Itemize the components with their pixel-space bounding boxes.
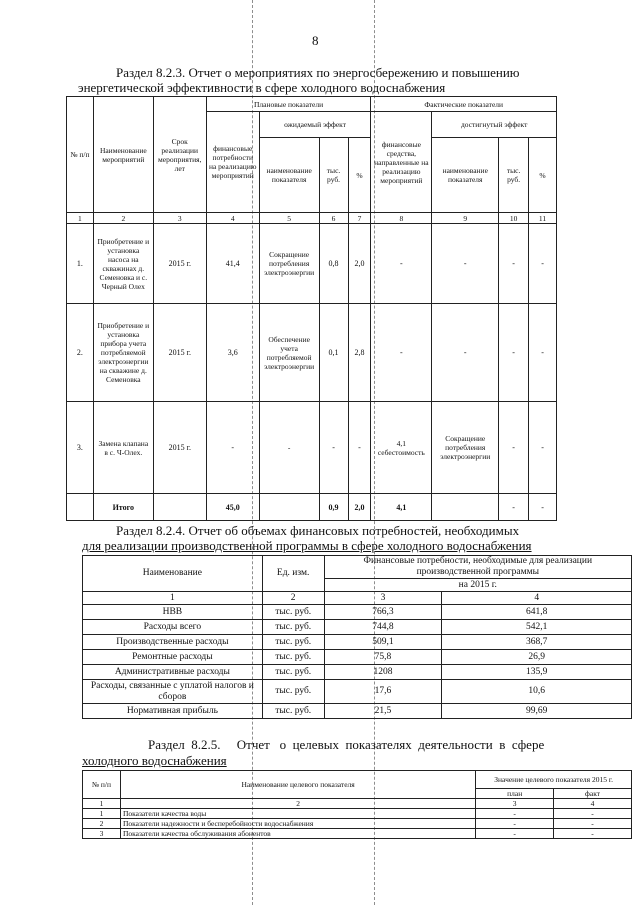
- item-name: Ремонтные расходы: [83, 650, 263, 665]
- item-name: Расходы, связанные с уплатой налогов и сборов: [83, 680, 263, 704]
- col-number: 1: [83, 799, 121, 809]
- fin-need-value: 41,4: [206, 224, 259, 304]
- fin-need-value: 3,6: [206, 304, 259, 402]
- col-header-name: Наименование: [83, 556, 263, 592]
- col-number: 11: [529, 213, 557, 224]
- col-number: 4: [442, 592, 632, 605]
- col-number: 2: [262, 592, 324, 605]
- header-actual: Фактические показатели: [371, 97, 557, 112]
- item-fact: 135,9: [442, 665, 632, 680]
- row-num: 2.: [67, 304, 94, 402]
- table-row: [83, 620, 632, 635]
- col-number: 4: [206, 213, 259, 224]
- target-indicators-table: [82, 770, 632, 839]
- table-row: [83, 819, 632, 829]
- section-8-2-5-title-line1: Раздел 8.2.5. Отчет о целевых показателях деятельности в сфере: [148, 737, 545, 752]
- col-header-num: № п/п: [83, 771, 121, 799]
- table-row: [83, 829, 632, 839]
- item-fact: 99,69: [442, 704, 632, 719]
- fact-percent: -: [529, 304, 557, 402]
- col-header-percent-actual: %: [529, 138, 557, 213]
- empty-cell: [153, 494, 206, 521]
- col-header-percent: %: [348, 138, 371, 213]
- financial-needs-table: [82, 555, 632, 719]
- item-name: Расходы всего: [83, 620, 263, 635]
- item-unit: тыс. руб.: [262, 665, 324, 680]
- row-num: 3: [83, 829, 121, 839]
- page-number: 8: [312, 33, 319, 48]
- empty-cell: [67, 494, 94, 521]
- col-header-term: Срок реализации мероприятия, лет: [153, 97, 206, 213]
- row-num: 1: [83, 809, 121, 819]
- item-fact: 26,9: [442, 650, 632, 665]
- fact-indicator: -: [432, 304, 499, 402]
- item-plan: 17,6: [324, 680, 442, 704]
- col-number: 3: [476, 799, 554, 809]
- section-8-2-3-title-line1: Раздел 8.2.3. Отчет о мероприятиях по энергосбережению и повышению: [116, 65, 520, 80]
- total-fact-thousand-rub: -: [499, 494, 529, 521]
- indicator-name: Показатели надежности и бесперебойности водоснабжения: [120, 819, 475, 829]
- expected-indicator: Сокращение потребления электроэнергии: [259, 224, 319, 304]
- total-percent: 2,0: [348, 494, 371, 521]
- total-thousand-rub: 0,9: [319, 494, 348, 521]
- expected-percent: -: [348, 402, 371, 494]
- total-label: Итого: [93, 494, 153, 521]
- expected-thousand-rub: 0,1: [319, 304, 348, 402]
- indicator-name: Показатели качества воды: [120, 809, 475, 819]
- item-unit: тыс. руб.: [262, 650, 324, 665]
- expected-thousand-rub: -: [319, 402, 348, 494]
- col-header-indicator-actual: наименование показателя: [432, 138, 499, 213]
- expected-indicator: Обеспечение учета потребляемой электроэнергии: [259, 304, 319, 402]
- table-row: [67, 304, 557, 402]
- total-fact-percent: -: [529, 494, 557, 521]
- item-fact: 10,6: [442, 680, 632, 704]
- item-plan: 21,5: [324, 704, 442, 719]
- col-header-year: на 2015 г.: [324, 579, 631, 592]
- col-number: 2: [93, 213, 153, 224]
- section-8-2-4-title-line2: для реализации производственной программы в сфере холодного водоснабжения: [82, 538, 532, 553]
- col-header-thousand-rub-actual: тыс. руб.: [499, 138, 529, 213]
- table-row: [83, 650, 632, 665]
- table-row: [83, 680, 632, 704]
- indicator-fact: -: [554, 809, 632, 819]
- expected-percent: 2,0: [348, 224, 371, 304]
- fact-indicator: Сокращение потребления электроэнергии: [432, 402, 499, 494]
- empty-cell: [259, 494, 319, 521]
- item-plan: 1208: [324, 665, 442, 680]
- col-number: 8: [371, 213, 432, 224]
- fact-fin-value: -: [371, 304, 432, 402]
- col-header-indicator-name: Наименование целевого показателя: [120, 771, 475, 799]
- table-row: [83, 635, 632, 650]
- section-8-2-3-title-line2: энергетической эффективности в сфере холодного водоснабжения: [78, 80, 446, 95]
- indicator-plan: -: [476, 809, 554, 819]
- fin-need-value: -: [206, 402, 259, 494]
- item-fact: 641,8: [442, 605, 632, 620]
- item-fact: 542,1: [442, 620, 632, 635]
- table-row: [67, 402, 557, 494]
- item-name: НВВ: [83, 605, 263, 620]
- col-number: 10: [499, 213, 529, 224]
- fact-thousand-rub: -: [499, 304, 529, 402]
- table-row: [83, 809, 632, 819]
- total-row: [67, 494, 557, 521]
- measure-name: Замена клапана в с. Ч-Олех.: [93, 402, 153, 494]
- header-planned: Плановые показатели: [206, 97, 371, 112]
- fact-fin-value: 4,1 себестоимость: [371, 402, 432, 494]
- header-expected-effect: ожидаемый эффект: [259, 112, 371, 138]
- col-header-fin-needs: Финансовые потребности, необходимые для реализации производственной программы: [324, 556, 631, 579]
- item-unit: тыс. руб.: [262, 704, 324, 719]
- col-number: 6: [319, 213, 348, 224]
- header-achieved-effect: достигнутый эффект: [432, 112, 557, 138]
- col-number: 9: [432, 213, 499, 224]
- table-row: [67, 224, 557, 304]
- section-8-2-4-title-line1: Раздел 8.2.4. Отчет об объемах финансовых потребностей, необходимых: [116, 523, 520, 538]
- item-unit: тыс. руб.: [262, 680, 324, 704]
- expected-percent: 2,8: [348, 304, 371, 402]
- row-num: 1.: [67, 224, 94, 304]
- col-header-fin-spent: финансовые средства, направленные на реализацию мероприятий: [371, 112, 432, 213]
- measure-term: 2015 г.: [153, 224, 206, 304]
- item-name: Нормативная прибыль: [83, 704, 263, 719]
- total-fin: 45,0: [206, 494, 259, 521]
- col-number: 1: [83, 592, 263, 605]
- col-header-fin-need: финансовые потребности на реализацию мероприятий: [206, 112, 259, 213]
- col-header-indicator-value: Значение целевого показателя 2015 г.: [476, 771, 632, 789]
- measure-term: 2015 г.: [153, 304, 206, 402]
- fact-percent: -: [529, 224, 557, 304]
- fact-percent: -: [529, 402, 557, 494]
- col-number: 5: [259, 213, 319, 224]
- indicator-plan: -: [476, 819, 554, 829]
- section-8-2-5-title-line2: холодного водоснабжения: [82, 753, 227, 768]
- fact-thousand-rub: -: [499, 402, 529, 494]
- col-number: 7: [348, 213, 371, 224]
- fact-indicator: -: [432, 224, 499, 304]
- item-plan: 766,3: [324, 605, 442, 620]
- indicator-plan: -: [476, 829, 554, 839]
- item-plan: 744,8: [324, 620, 442, 635]
- fact-thousand-rub: -: [499, 224, 529, 304]
- measure-name: Приобретение и установка насоса на скважинах д. Семеновка и с. Черный Олех: [93, 224, 153, 304]
- item-unit: тыс. руб.: [262, 605, 324, 620]
- table-row: [83, 605, 632, 620]
- table-row: [83, 704, 632, 719]
- item-plan: 75,8: [324, 650, 442, 665]
- expected-indicator: -: [259, 402, 319, 494]
- row-num: 2: [83, 819, 121, 829]
- indicator-fact: -: [554, 819, 632, 829]
- col-number: 1: [67, 213, 94, 224]
- table-row: [83, 665, 632, 680]
- measure-term: 2015 г.: [153, 402, 206, 494]
- measure-name: Приобретение и установка прибора учета потребляемой электроэнергии на скважине д. Семеновка: [93, 304, 153, 402]
- col-header-unit: Ед. изм.: [262, 556, 324, 592]
- fact-fin-value: -: [371, 224, 432, 304]
- item-plan: 509,1: [324, 635, 442, 650]
- item-name: Административные расходы: [83, 665, 263, 680]
- col-number: 2: [120, 799, 475, 809]
- item-unit: тыс. руб.: [262, 620, 324, 635]
- total-fact-fin: 4,1: [371, 494, 432, 521]
- item-name: Производственные расходы: [83, 635, 263, 650]
- expected-thousand-rub: 0,8: [319, 224, 348, 304]
- col-header-fact: факт: [554, 789, 632, 799]
- col-header-indicator: наименование показателя: [259, 138, 319, 213]
- row-num: 3.: [67, 402, 94, 494]
- col-number: 3: [324, 592, 442, 605]
- col-header-thousand-rub: тыс. руб.: [319, 138, 348, 213]
- empty-cell: [432, 494, 499, 521]
- col-number: 4: [554, 799, 632, 809]
- energy-measures-table: [66, 96, 557, 521]
- col-header-num: № п/п: [67, 97, 94, 213]
- item-fact: 368,7: [442, 635, 632, 650]
- col-header-name: Наименование мероприятий: [93, 97, 153, 213]
- indicator-name: Показатели качества обслуживания абонентов: [120, 829, 475, 839]
- col-header-plan: план: [476, 789, 554, 799]
- item-unit: тыс. руб.: [262, 635, 324, 650]
- indicator-fact: -: [554, 829, 632, 839]
- col-number: 3: [153, 213, 206, 224]
